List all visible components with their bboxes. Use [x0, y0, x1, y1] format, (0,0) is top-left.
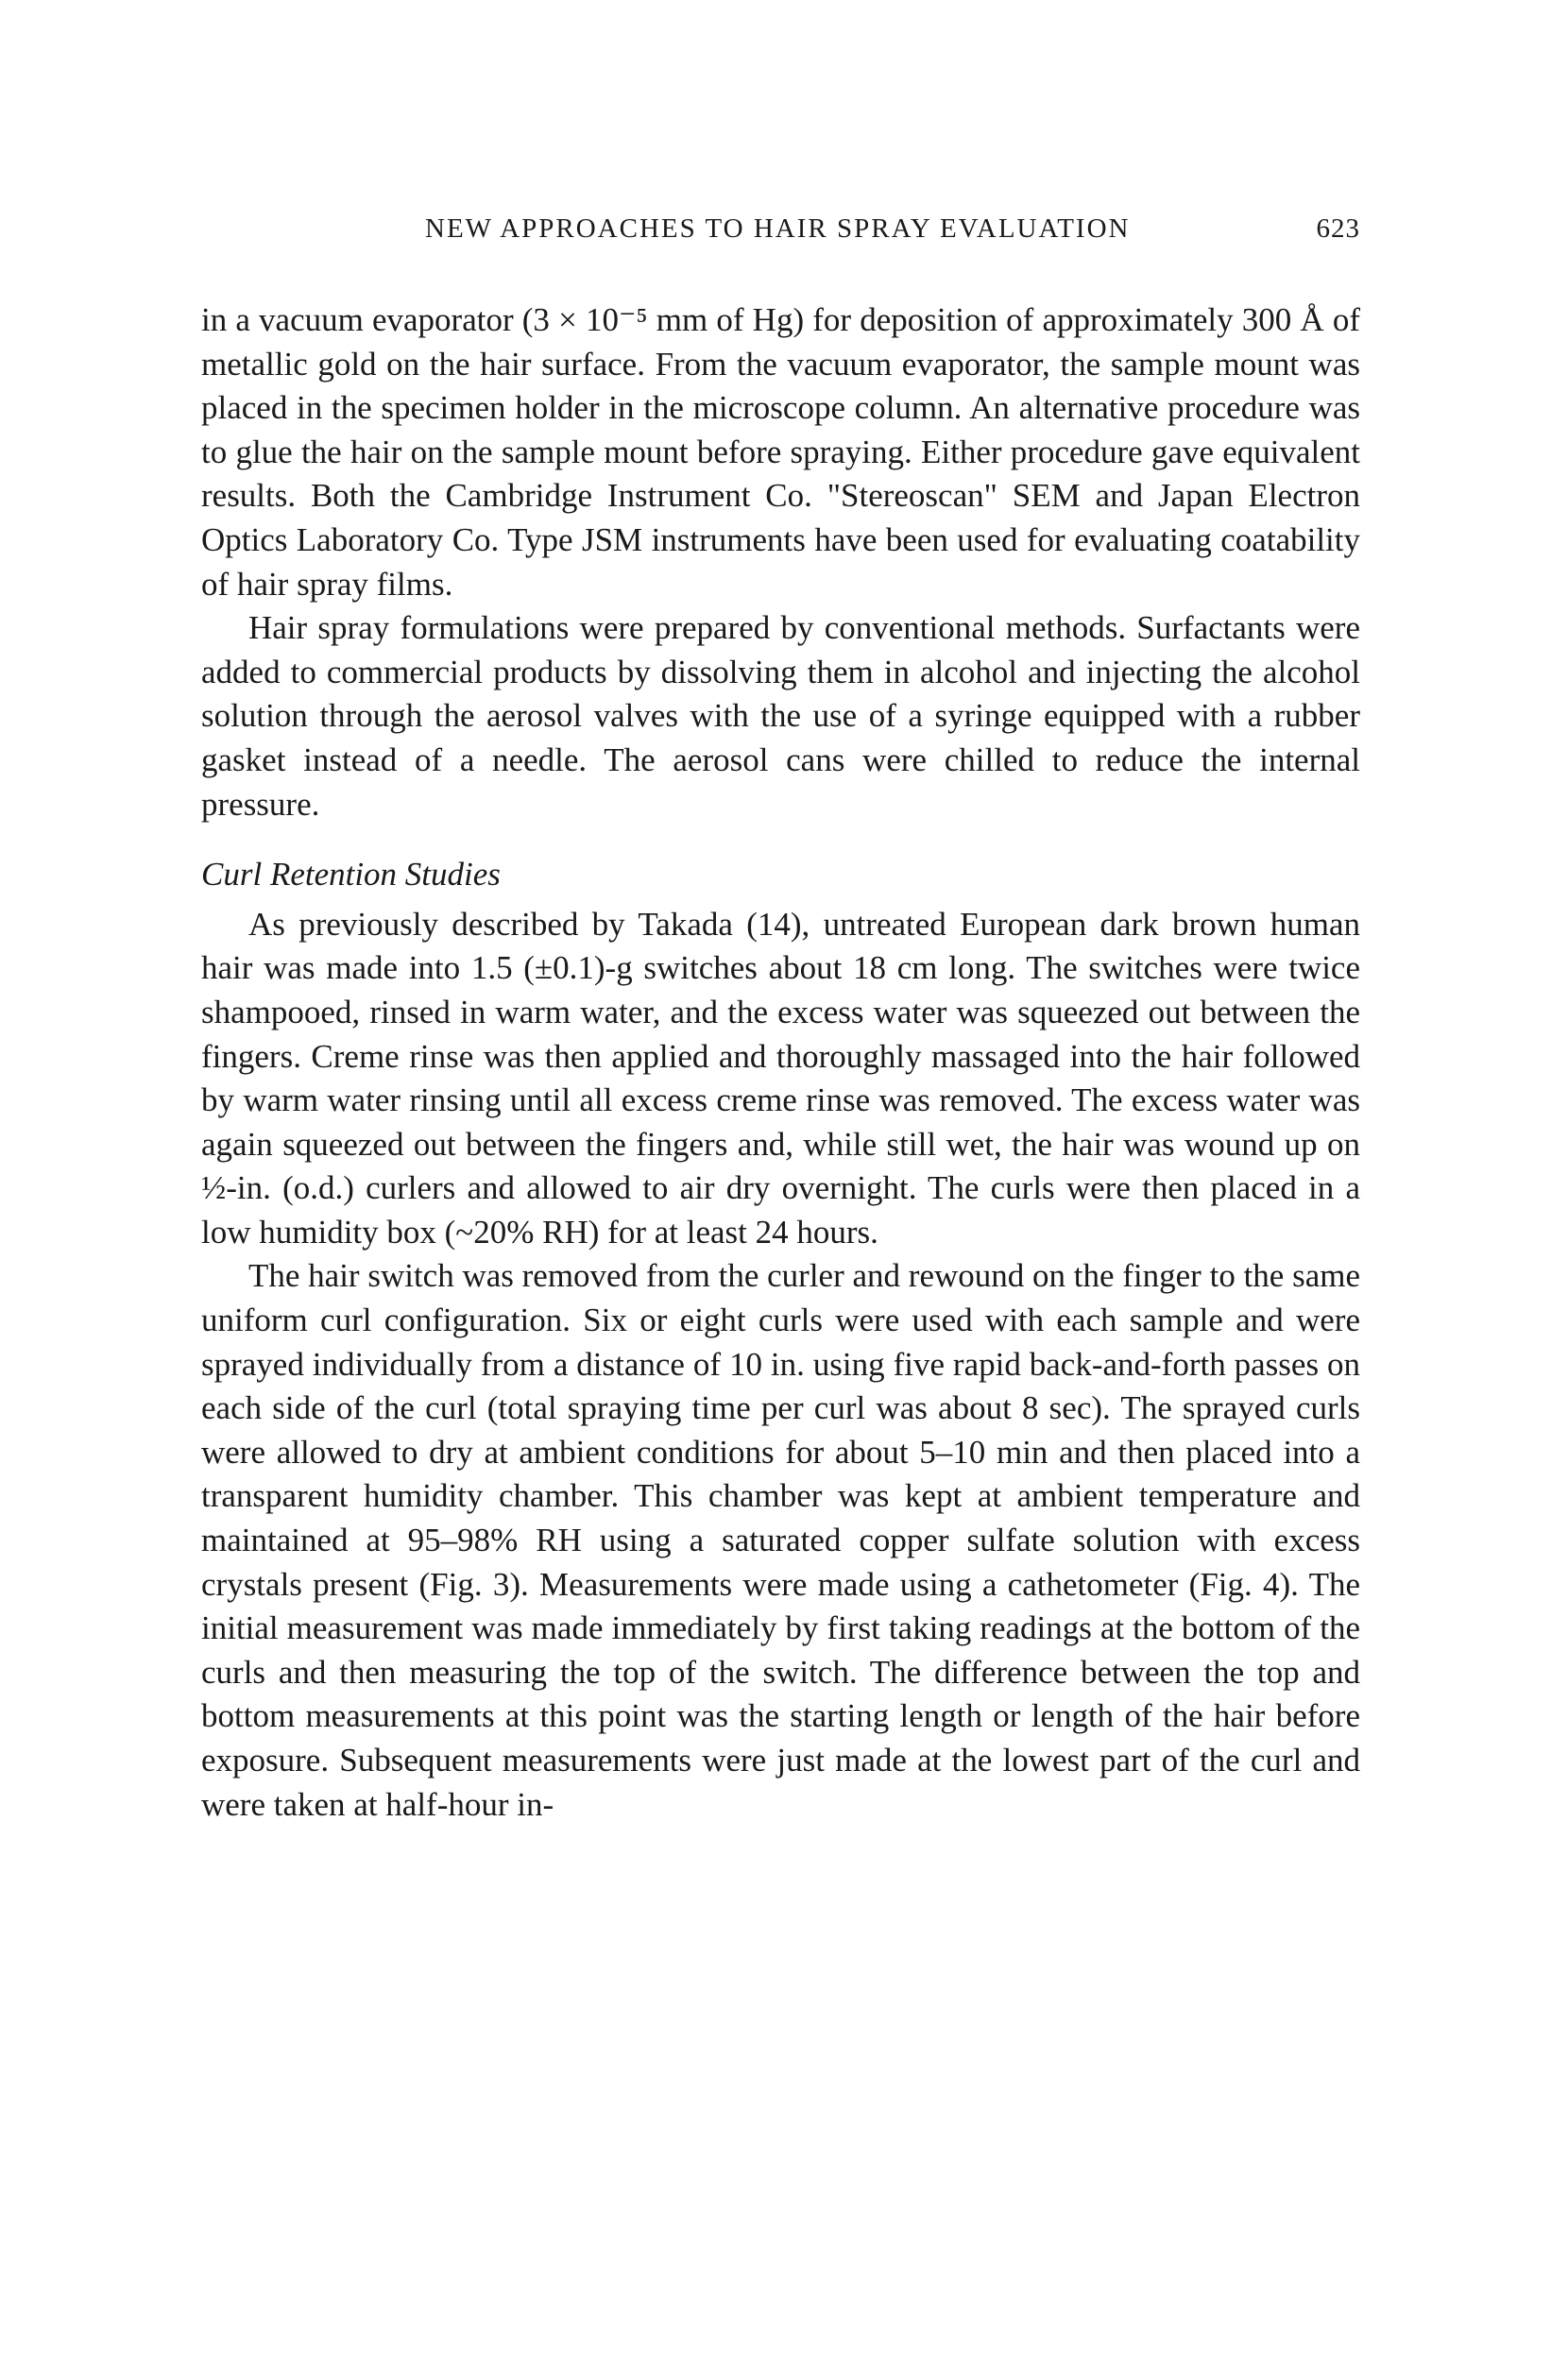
- paragraph-formulations: Hair spray formulations were prepared by conventional methods. Surfactants were added to commercial products by dissolving them in alcohol and injecting the alcohol solution through the aerosol valves with the use of a syringe equipped with a rubber gasket instead of a needle. The aerosol cans were chilled to reduce the internal pressure.: [201, 609, 1360, 823]
- paragraph-curl-measurement: The hair switch was removed from the curler and rewound on the finger to the same uniform curl configuration. Six or eight curls were used with each sample and were sprayed individually from a distance of 10 in. using five rapid back-and-forth passes on each side of the curl (total spraying time per curl was about 8 sec). The sprayed curls were allowed to dry at ambient conditions for about 5–10 min and then placed into a transparent humidity chamber. This chamber was kept at ambient temperature and maintained at 95–98% RH using a saturated copper sulfate solution with excess crystals present (Fig. 3). Measurements were made using a cathetometer (Fig. 4). The initial measurement was made immediately by first taking readings at the bottom of the curls and then measuring the top of the switch. The difference between the top and bottom measurements at this point was the starting length or length of the hair before exposure. Subsequent measurements were just made at the lowest part of the curl and were taken at half-hour in-: [201, 1257, 1360, 1823]
- section-heading: Curl Retention Studies: [201, 856, 501, 894]
- page-number: 623: [1316, 213, 1360, 244]
- running-title: NEW APPROACHES TO HAIR SPRAY EVALUATION: [425, 213, 1131, 244]
- running-header: [201, 213, 1360, 255]
- paragraph-continued: in a vacuum evaporator (3 × 10⁻⁵ mm of Hg) for deposition of approximately 300 Å of metallic gold on the hair surface. From the vacuum evaporator, the sample mount was placed in the specimen holder in the microscope column. An alternative procedure was to glue the hair on the sample mount before spraying. Either procedure gave equivalent results. Both the Cambridge Instrument Co. "Stereoscan" SEM and Japan Electron Optics Laboratory Co. Type JSM instruments have been used for evaluating coatability of hair spray films.: [201, 301, 1360, 603]
- journal-page: [201, 213, 1360, 1827]
- body-text: [201, 298, 1360, 1827]
- paragraph-hair-preparation: As previously described by Takada (14), untreated European dark brown human hair was made into 1.5 (±0.1)-g switches about 18 cm long. The switches were twice shampooed, rinsed in warm water, and the excess water was squeezed out between the fingers. Creme rinse was then applied and thoroughly massaged into the hair followed by warm water rinsing until all excess creme rinse was removed. The excess water was again squeezed out between the fingers and, while still wet, the hair was wound up on ½-in. (o.d.) curlers and allowed to air dry overnight. The curls were then placed in a low humidity box (~20% RH) for at least 24 hours.: [201, 905, 1360, 1251]
